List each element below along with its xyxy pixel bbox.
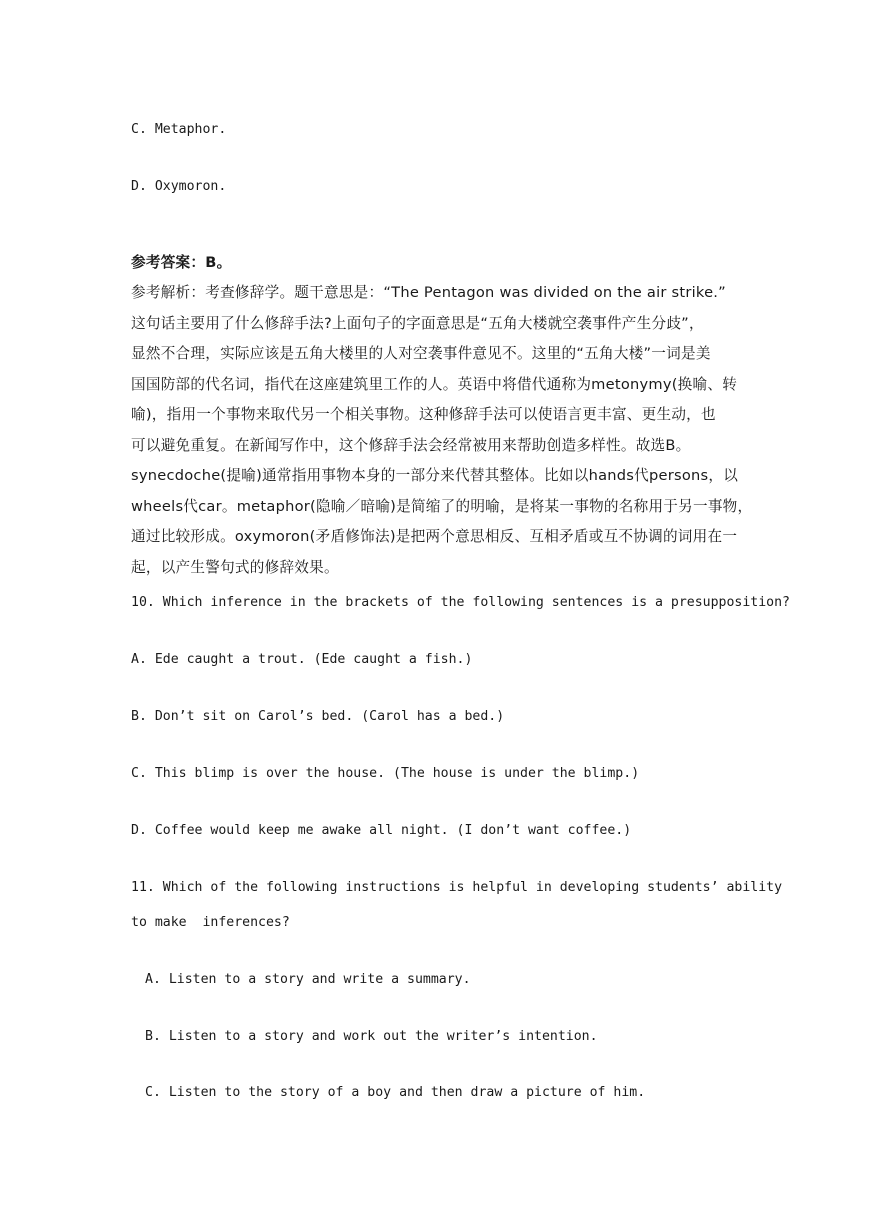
q9-option-c: C. Metaphor. bbox=[131, 122, 227, 137]
q10-option-d: D. Coffee would keep me awake all night. (I don’t want coffee.) bbox=[131, 823, 632, 838]
q9-analysis-line-10: 起，以产生警句式的修辞效果。 bbox=[131, 559, 339, 576]
q10-option-a: A. Ede caught a trout. (Ede caught a fish.) bbox=[131, 652, 473, 667]
q11-stem-line-1: 11. Which of the following instructions is helpful in developing students’ ability bbox=[131, 880, 783, 895]
q11-option-a: A. Listen to a story and write a summary. bbox=[145, 972, 471, 987]
q9-analysis-line-4: 国国防部的代名词，指代在这座建筑里工作的人。英语中将借代通称为metonymy(换喻、转 bbox=[131, 376, 738, 393]
q10-option-c: C. This blimp is over the house. (The house is under the blimp.) bbox=[131, 766, 640, 781]
q11-option-b: B. Listen to a story and work out the writer’s intention. bbox=[145, 1029, 598, 1044]
q11-stem-line-2: to make inferences? bbox=[131, 915, 290, 930]
q11-option-c: C. Listen to the story of a boy and then draw a picture of him. bbox=[145, 1085, 646, 1100]
q9-analysis-line-2: 这句话主要用了什么修辞手法?上面句子的字面意思是“五角大楼就空袭事件产生分歧”， bbox=[131, 315, 704, 332]
q9-answer: 参考答案：B。 bbox=[131, 254, 232, 271]
q9-analysis-line-8: wheels代car。metaphor(隐喻／暗喻)是简缩了的明喻，是将某一事物的名称用于另一事物， bbox=[131, 498, 753, 515]
q9-analysis-line-1: 参考解析：考查修辞学。题干意思是：“The Pentagon was divided on the air strike.” bbox=[131, 284, 726, 301]
q10-stem: 10. Which inference in the brackets of the following sentences is a presupposition? bbox=[131, 595, 790, 610]
q9-analysis-line-5: 喻)，指用一个事物来取代另一个相关事物。这种修辞手法可以使语言更丰富、更生动，也 bbox=[131, 406, 716, 423]
q9-analysis-line-7: synecdoche(提喻)通常指用事物本身的一部分来代替其整体。比如以hands代persons，以 bbox=[131, 467, 739, 484]
q9-analysis-line-6: 可以避免重复。在新闻写作中，这个修辞手法会经常被用来帮助创造多样性。故选B。 bbox=[131, 437, 691, 454]
q9-analysis-line-9: 通过比较形成。oxymoron(矛盾修饰法)是把两个意思相反、互相矛盾或互不协调的词用在一 bbox=[131, 528, 738, 545]
q9-analysis-line-3: 显然不合理，实际应该是五角大楼里的人对空袭事件意见不。这里的“五角大楼”一词是美 bbox=[131, 345, 711, 362]
q9-option-d: D. Oxymoron. bbox=[131, 179, 227, 194]
q10-option-b: B. Don’t sit on Carol’s bed. (Carol has a bed.) bbox=[131, 709, 505, 724]
